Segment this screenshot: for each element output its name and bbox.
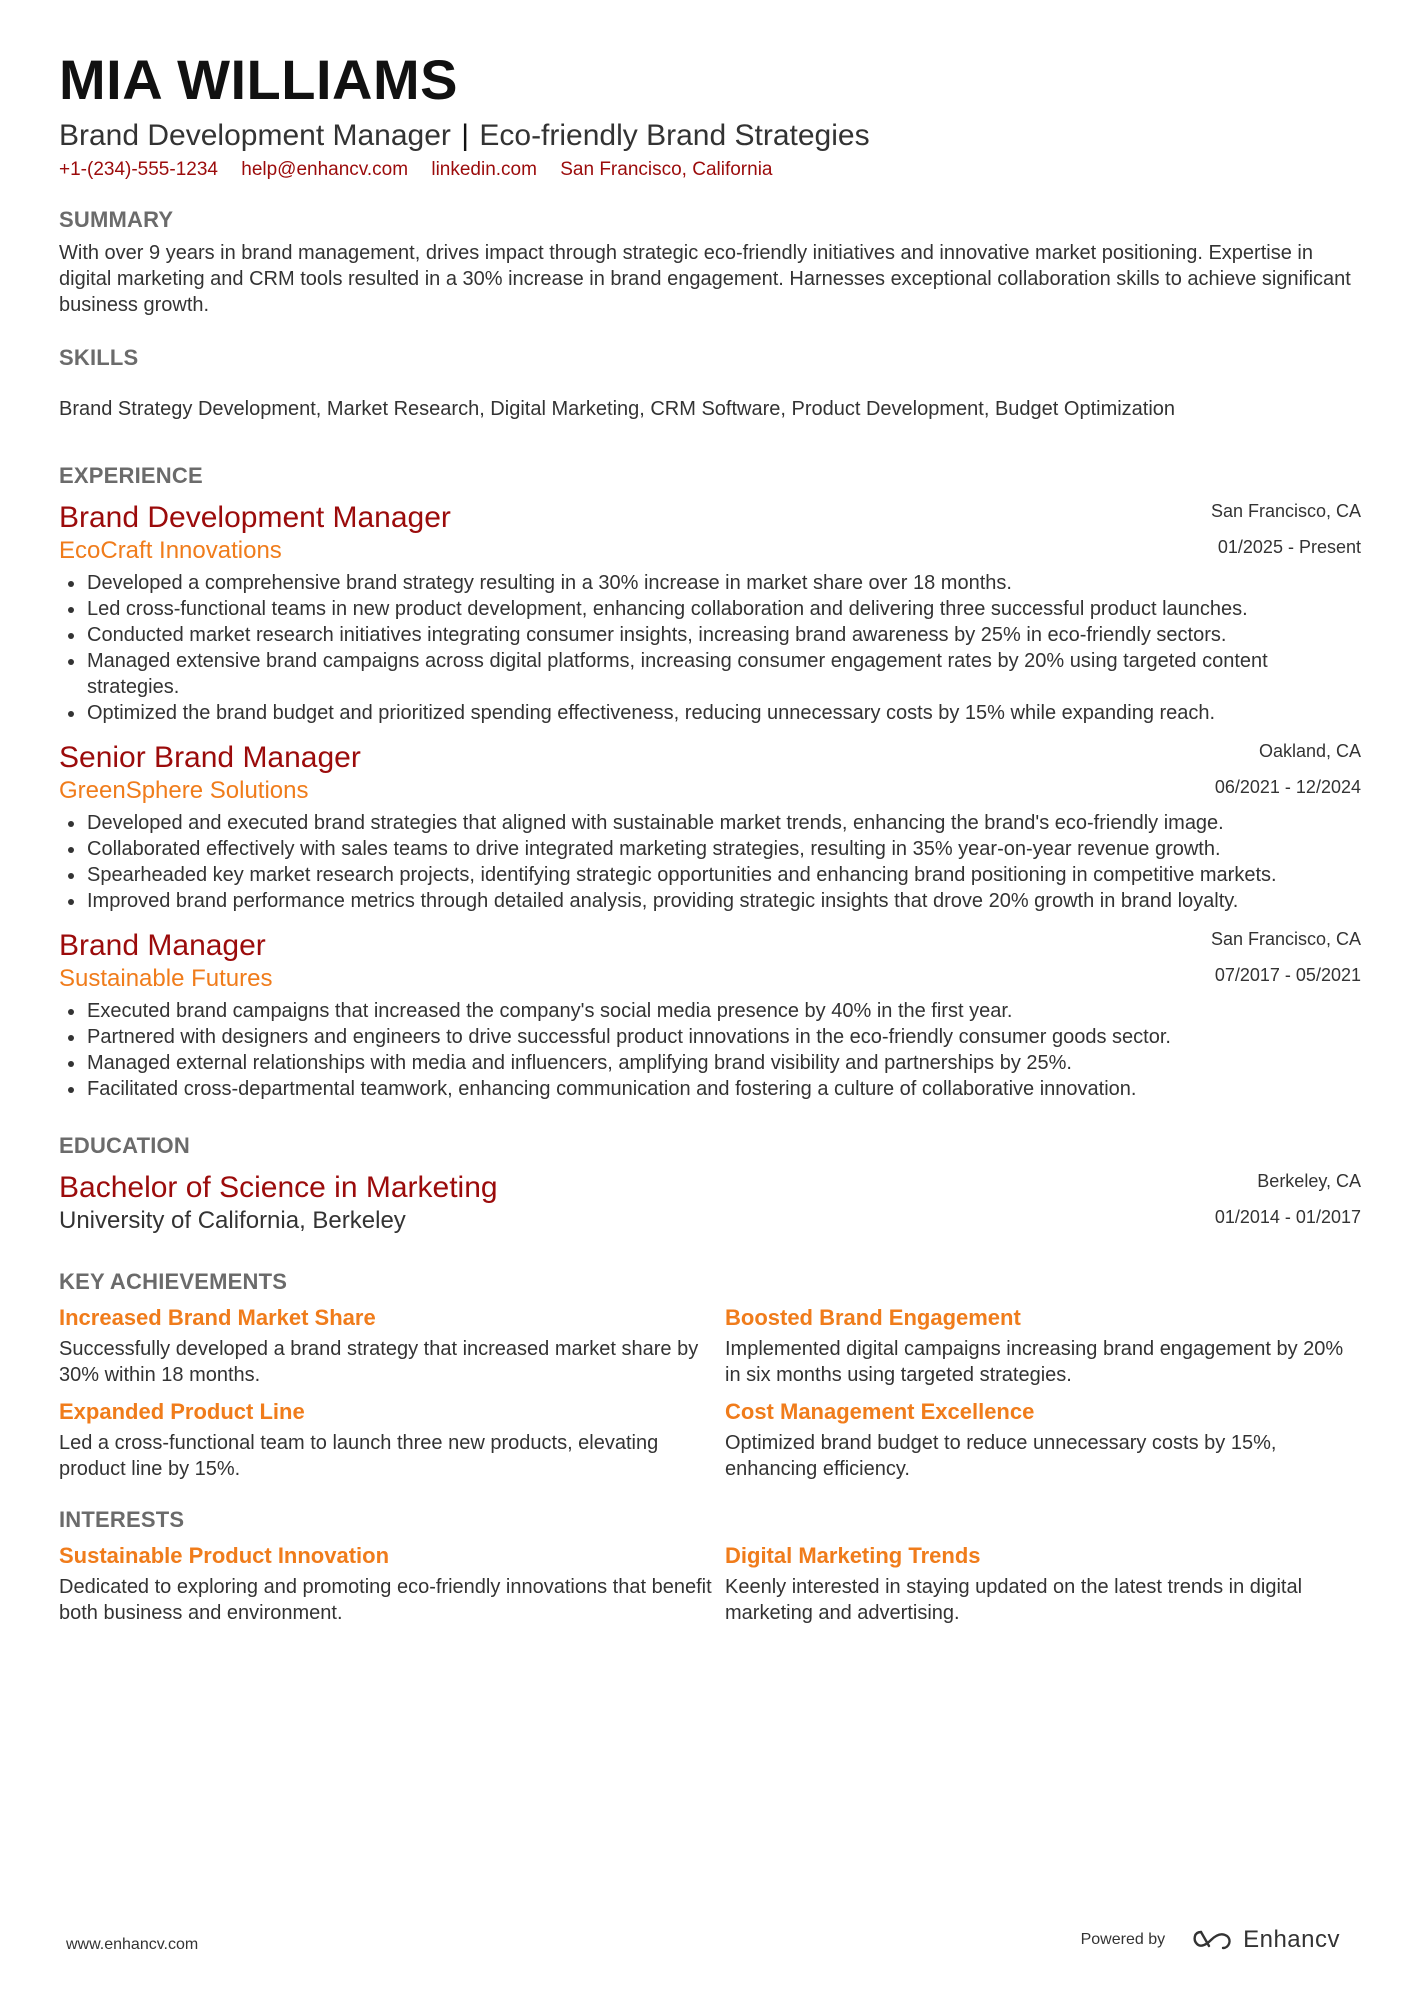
achievement-text: Led a cross-functional team to launch three new products, elevating product line by 15%. — [59, 1432, 659, 1480]
education-dates: 01/2014 - 01/2017 — [1214, 1207, 1361, 1227]
job-entry — [59, 928, 1361, 1102]
job-title: Brand Development Manager — [59, 501, 451, 534]
job-bullets — [59, 998, 1361, 1102]
job-location: San Francisco, CA — [1210, 501, 1361, 521]
enhancv-logo[interactable] — [1191, 1926, 1340, 1954]
headline — [59, 118, 1361, 154]
job-meta — [1215, 740, 1361, 798]
education-entry — [59, 1170, 1361, 1236]
summary-text: With over 9 years in brand management, drives impact through strategic eco-friendly initiatives and innovative market positioning. Expertise in digital marketing and CRM tools resulted in a 30% increase in brand engagement. Harnesses exceptional collaboration skills to achieve significant business growth. — [59, 242, 1351, 316]
education-location: Berkeley, CA — [1257, 1171, 1361, 1191]
section-title-experience: EXPERIENCE — [59, 463, 203, 488]
headline-separator: | — [461, 119, 470, 152]
job-bullet: Led cross-functional teams in new product development, enhancing collaboration and delivering three successful product launches. — [59, 596, 1361, 622]
company-name: GreenSphere Solutions — [59, 777, 309, 804]
education-meta — [1215, 1170, 1361, 1228]
interest-item — [725, 1542, 1361, 1626]
school-name: University of California, Berkeley — [59, 1207, 406, 1234]
degree-title: Bachelor of Science in Marketing — [59, 1171, 498, 1204]
powered-by-label: Powered by — [1080, 1931, 1166, 1948]
achievement-title: Expanded Product Line — [59, 1399, 305, 1424]
job-bullet: Improved brand performance metrics through detailed analysis, providing strategic insights that drove 20% growth in brand loyalty. — [59, 888, 1361, 914]
interest-title: Digital Marketing Trends — [725, 1543, 981, 1568]
achievement-item — [725, 1304, 1361, 1388]
achievements-grid — [59, 1304, 1361, 1482]
section-title-summary: SUMMARY — [59, 207, 174, 232]
experience-section — [59, 462, 1361, 1102]
achievement-text: Successfully developed a brand strategy that increased market share by 30% within 18 months. — [59, 1338, 699, 1386]
job-bullets — [59, 810, 1361, 914]
section-title-skills: SKILLS — [59, 345, 139, 370]
job-meta — [1211, 500, 1361, 558]
section-title-interests: INTERESTS — [59, 1507, 185, 1532]
achievement-text: Implemented digital campaigns increasing brand engagement by 20% in six months using targeted strategies. — [725, 1338, 1344, 1386]
interest-text: Keenly interested in staying updated on the latest trends in digital marketing and advertising. — [725, 1576, 1303, 1624]
headline-primary: Brand Development Manager — [59, 119, 451, 152]
resume-page — [59, 48, 1361, 1626]
achievement-item — [59, 1304, 725, 1388]
job-bullet: Executed brand campaigns that increased the company's social media presence by 40% in the first year. — [59, 998, 1361, 1024]
email-link[interactable]: help@enhancv.com — [241, 159, 409, 180]
location-text: San Francisco, California — [560, 159, 773, 180]
brand-name: Enhancv — [1243, 1926, 1340, 1953]
job-bullet: Spearheaded key market research projects, identifying strategic opportunities and enhancing brand positioning in competitive markets. — [59, 862, 1361, 888]
interest-text: Dedicated to exploring and promoting eco-friendly innovations that benefit both business and environment. — [59, 1576, 712, 1624]
job-title: Senior Brand Manager — [59, 741, 361, 774]
contact-line — [59, 158, 1361, 182]
section-title-education: EDUCATION — [59, 1133, 190, 1158]
interests-grid — [59, 1542, 1361, 1626]
achievement-text: Optimized brand budget to reduce unnecessary costs by 15%, enhancing efficiency. — [725, 1432, 1277, 1480]
interest-title: Sustainable Product Innovation — [59, 1543, 390, 1568]
achievements-section — [59, 1268, 1361, 1482]
company-name: Sustainable Futures — [59, 965, 273, 992]
job-bullet: Collaborated effectively with sales teams to drive integrated marketing strategies, resulting in 35% year-on-year revenue growth. — [59, 836, 1361, 862]
linkedin-link[interactable]: linkedin.com — [431, 159, 537, 180]
achievement-title: Increased Brand Market Share — [59, 1305, 376, 1330]
job-bullet: Managed extensive brand campaigns across digital platforms, increasing consumer engagement rates by 20% using targeted content strategies. — [59, 648, 1361, 700]
interests-section — [59, 1506, 1361, 1626]
company-name: EcoCraft Innovations — [59, 537, 282, 564]
job-location: San Francisco, CA — [1210, 929, 1361, 949]
job-entry — [59, 740, 1361, 914]
headline-secondary: Eco-friendly Brand Strategies — [479, 119, 870, 152]
job-bullet: Developed a comprehensive brand strategy resulting in a 30% increase in market share over 18 months. — [59, 570, 1361, 596]
job-bullet: Developed and executed brand strategies that aligned with sustainable market trends, enhancing the brand's eco-friendly image. — [59, 810, 1361, 836]
job-dates: 07/2017 - 05/2021 — [1214, 965, 1361, 985]
resume-header — [59, 48, 1361, 182]
interest-item — [59, 1542, 725, 1626]
job-bullet: Facilitated cross-departmental teamwork, enhancing communication and fostering a culture of collaborative innovation. — [59, 1076, 1361, 1102]
job-bullet: Optimized the brand budget and prioritized spending effectiveness, reducing unnecessary costs by 15% while expanding reach. — [59, 700, 1361, 726]
education-section — [59, 1132, 1361, 1236]
summary-section — [59, 206, 1361, 318]
enhancv-logo-icon — [1191, 1928, 1235, 1952]
job-bullet: Conducted market research initiatives integrating consumer insights, increasing brand awareness by 25% in eco-friendly sectors. — [59, 622, 1361, 648]
job-dates: 01/2025 - Present — [1217, 537, 1361, 557]
section-title-achievements: KEY ACHIEVEMENTS — [59, 1269, 288, 1294]
footer-branding — [1081, 1926, 1340, 1954]
job-bullets — [59, 570, 1361, 726]
achievement-title: Cost Management Excellence — [725, 1399, 1035, 1424]
footer-website-link[interactable]: www.enhancv.com — [66, 1936, 199, 1953]
job-bullet: Partnered with designers and engineers to drive successful product innovations in the eco-friendly consumer goods sector. — [59, 1024, 1361, 1050]
job-entry — [59, 500, 1361, 726]
skills-text: Brand Strategy Development, Market Research, Digital Marketing, CRM Software, Product Development, Budget Optimization — [59, 398, 1176, 420]
candidate-name: MIA WILLIAMS — [59, 48, 458, 111]
job-dates: 06/2021 - 12/2024 — [1214, 777, 1361, 797]
phone-link[interactable]: +1-(234)-555-1234 — [59, 159, 218, 180]
job-bullet: Managed external relationships with media and influencers, amplifying brand visibility and partnerships by 25%. — [59, 1050, 1361, 1076]
achievement-title: Boosted Brand Engagement — [725, 1305, 1021, 1330]
achievement-item — [59, 1398, 725, 1482]
job-meta — [1211, 928, 1361, 986]
job-title: Brand Manager — [59, 929, 266, 962]
achievement-item — [725, 1398, 1361, 1482]
skills-section — [59, 344, 1361, 422]
job-location: Oakland, CA — [1258, 741, 1361, 761]
